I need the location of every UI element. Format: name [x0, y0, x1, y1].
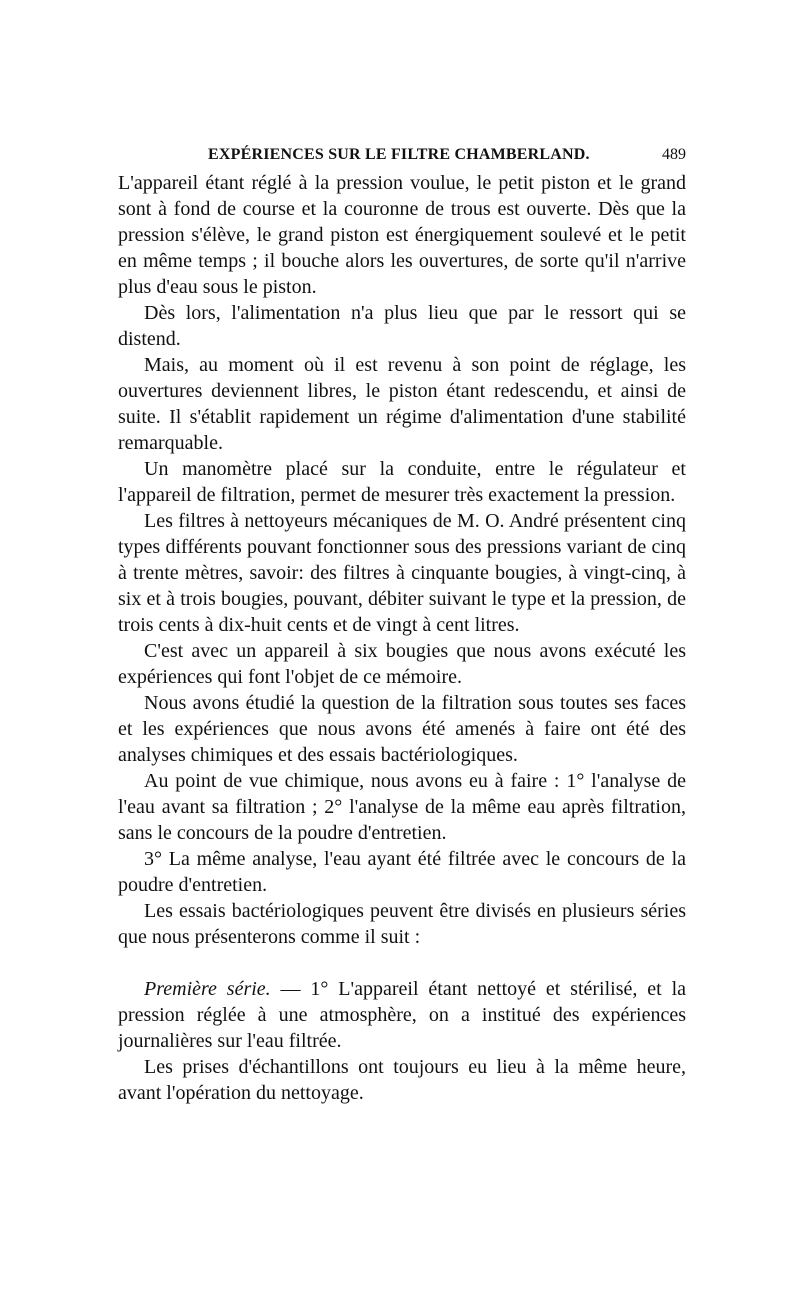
paragraph: C'est avec un appareil à six bougies que nous avons exécuté les expériences qui font l'objet de ce mémoire. — [118, 640, 686, 688]
paragraph: Les essais bactériologiques peuvent être divisés en plusieurs séries que nous présenterons comme il suit : — [118, 900, 686, 948]
paragraph: Nous avons étudié la question de la filtration sous toutes ses faces et les expériences que nous avons été amenés à faire ont été des analyses chimiques et des essais bactériologiques. — [118, 692, 686, 766]
section-paragraph — [118, 976, 686, 1054]
paragraph: Mais, au moment où il est revenu à son point de réglage, les ouvertures deviennent libres, le piston étant redescendu, et ainsi de suite. Il s'établit rapidement un régime d'alimentation d'une stabilité remarquable. — [118, 354, 686, 454]
paragraph: Les prises d'échantillons ont toujours eu lieu à la même heure, avant l'opération du nettoyage. — [118, 1056, 686, 1104]
paragraph: Un manomètre placé sur la conduite, entre le régulateur et l'appareil de filtration, permet de mesurer très exactement la pression. — [118, 458, 686, 506]
page-number: 489 — [662, 146, 686, 163]
paragraph: 3° La même analyse, l'eau ayant été filtrée avec le concours de la poudre d'entretien. — [118, 848, 686, 896]
paragraph: Les filtres à nettoyeurs mécaniques de M. O. André présentent cinq types différents pouvant fonctionner sous des pressions variant de cinq à trente mètres, savoir: des filtres à cinquante bougies, à vingt-cinq, à six et à trois bougies, pouvant, débiter suivant le type et la pression, de trois cents à dix-huit cents et de vingt à cent litres. — [118, 510, 686, 636]
section-paragraph-text: — 1° L'appareil étant nettoyé et stérilisé, et la pression réglée à une atmosphère, on a institué des expériences journalières sur l'eau filtrée. — [118, 978, 686, 1052]
section-heading: Première série. — [144, 978, 271, 1000]
paragraph: L'appareil étant réglé à la pression voulue, le petit piston et le grand sont à fond de course et la couronne de trous est ouverte. Dès que la pression s'élève, le grand piston est énergiquement soulevé et le petit en même temps ; il bouche alors les ouvertures, de sorte qu'il n'arrive plus d'eau sous le piston. — [118, 172, 686, 298]
page-header — [118, 146, 686, 170]
paragraph: Au point de vue chimique, nous avons eu à faire : 1° l'analyse de l'eau avant sa filtration ; 2° l'analyse de la même eau après filtration, sans le concours de la poudre d'entretien. — [118, 770, 686, 844]
paragraph: Dès lors, l'alimentation n'a plus lieu que par le ressort qui se distend. — [118, 302, 686, 350]
running-title: EXPÉRIENCES SUR LE FILTRE CHAMBERLAND. — [208, 146, 590, 163]
body-text — [118, 170, 686, 1106]
